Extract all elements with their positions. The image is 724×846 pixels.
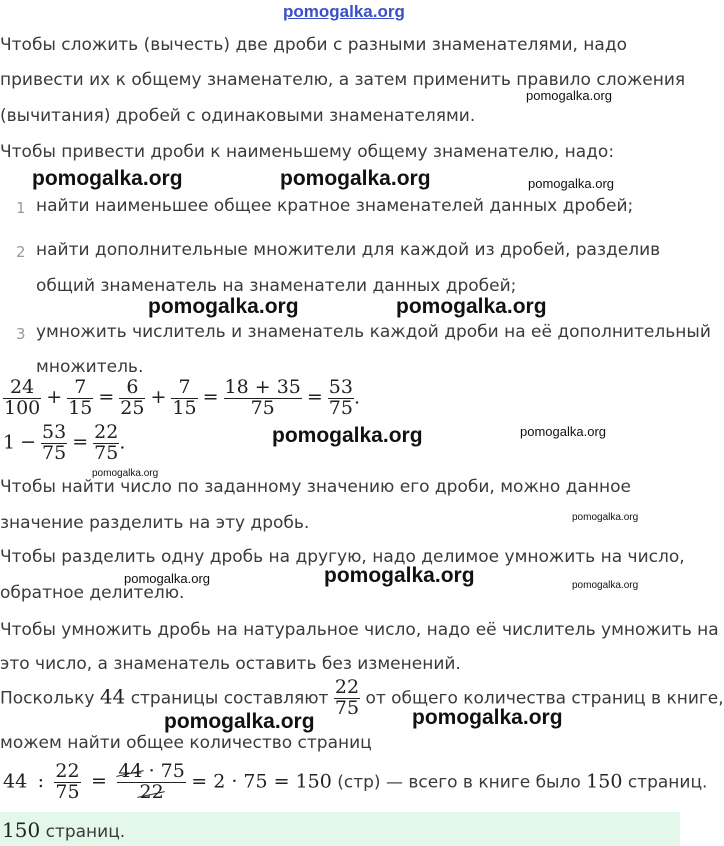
step-number: 2	[16, 243, 26, 261]
watermark: pomogalka.org	[148, 295, 299, 318]
answer-box	[0, 812, 680, 846]
fraction: $\frac{22}{75}$	[94, 421, 119, 464]
answer-value: 150	[2, 818, 41, 842]
fraction: $\frac{18 + 35}{75}$	[224, 376, 301, 419]
answer-text: страниц.	[45, 822, 126, 842]
cancelled-term: 44	[118, 760, 143, 782]
paragraph-line: Чтобы разделить одну дробь на другую, надо делимое умножить на число,	[0, 547, 685, 567]
watermark: pomogalka.org	[32, 167, 183, 190]
paragraph-line: Поскольку 44 страницы составляют $\frac{22}{75}$ от общего количества страниц в книге,	[0, 676, 724, 719]
step-number: 1	[16, 199, 26, 217]
paragraph-line: обратное делителю.	[0, 583, 185, 603]
step-text: множитель.	[36, 357, 144, 377]
watermark: pomogalka.org	[280, 167, 431, 190]
fraction: $\frac{22}{75}$	[334, 676, 360, 719]
watermark: pomogalka.org	[412, 706, 563, 729]
paragraph-line: значение разделить на эту дробь.	[0, 513, 310, 533]
watermark: pomogalka.org	[526, 88, 612, 103]
watermark: pomogalka.org	[272, 424, 423, 447]
watermark: pomogalka.org	[124, 571, 210, 586]
equation-1: $\frac{24}{100}$ + $\frac{7}{15}$ = $\frac{6}{25}$ + $\frac{7}{15}$ = $\frac{18 + 35}{75}$ = $\frac{53}{75}$ .	[4, 376, 361, 419]
fraction: $\frac{6}{25}$	[120, 376, 145, 419]
step-number: 3	[16, 325, 26, 343]
equation-2: 1 − $\frac{53}{75}$ = $\frac{22}{75}$ .	[3, 421, 126, 464]
fraction: $\frac{7}{15}$	[68, 376, 93, 419]
paragraph-line: Чтобы умножить дробь на натуральное число, надо её числитель умножить на	[0, 620, 719, 640]
paragraph-line: Чтобы найти число по заданному значению его дроби, можно данное	[0, 477, 631, 497]
step-text: найти наименьшее общее кратное знаменателей данных дробей;	[36, 196, 634, 216]
step-text: умножить числитель и знаменатель каждой дроби на её дополнительный	[36, 322, 711, 342]
watermark-top[interactable]: pomogalka.org	[283, 2, 405, 21]
watermark: pomogalka.org	[92, 468, 159, 479]
watermark: pomogalka.org	[324, 564, 475, 587]
fraction: $\frac{53}{75}$	[42, 421, 67, 464]
fraction: $\frac{7}{15}$	[172, 376, 197, 419]
fraction: $\frac{44 \cdot 75}{22}$	[118, 760, 185, 803]
paragraph-line: привести их к общему знаменателю, а затем применить правило сложения	[0, 70, 686, 90]
fraction: $\frac{24}{100}$	[4, 376, 41, 419]
paragraph-line: это число, а знаменатель оставить без изменений.	[0, 654, 461, 674]
step-text: найти дополнительные множители для каждой из дробей, разделив	[36, 240, 661, 260]
paragraph-line: Чтобы сложить (вычесть) две дроби с разными знаменателями, надо	[0, 35, 627, 55]
watermark: pomogalka.org	[528, 176, 614, 191]
watermark: pomogalka.org	[572, 512, 639, 523]
equation-3: 44 : $\frac{22}{75}$ = $\frac{44 \cdot 75}{22}$ = 2 · 75 = 150 (стр) — всего в книге было 150 страниц.	[3, 760, 708, 803]
paragraph-line: Чтобы привести дроби к наименьшему общему знаменателю, надо:	[0, 142, 615, 162]
fraction: $\frac{22}{75}$	[55, 760, 80, 803]
watermark: pomogalka.org	[520, 424, 606, 439]
cancelled-term: 22	[139, 780, 164, 803]
paragraph-line: (вычитания) дробей с одинаковыми знаменателями.	[0, 106, 476, 126]
watermark: pomogalka.org	[572, 580, 639, 591]
watermark: pomogalka.org	[164, 710, 315, 733]
step-text: общий знаменатель на знаменатели данных дробей;	[36, 276, 517, 296]
paragraph-line: можем найти общее количество страниц	[0, 733, 372, 753]
fraction: $\frac{53}{75}$	[328, 376, 353, 419]
watermark: pomogalka.org	[396, 295, 547, 318]
